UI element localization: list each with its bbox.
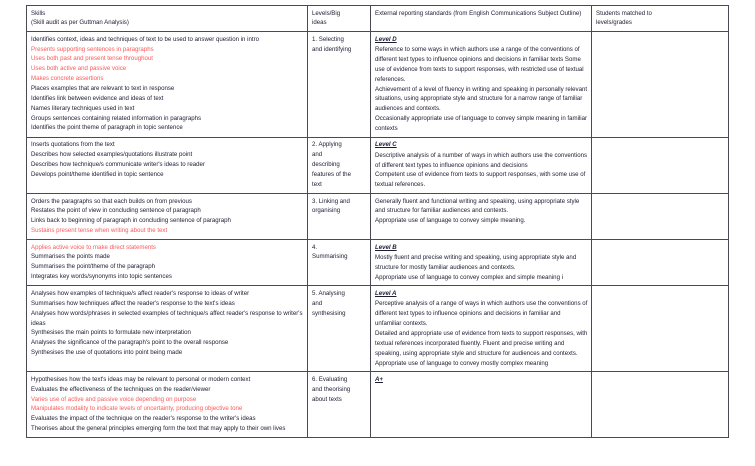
skills-cell <box>27 137 308 193</box>
skill-entry: Places examples that are relevant to text in response <box>31 85 175 93</box>
standard-paragraph: Achievement of a level of fluency in writing and speaking in personally relevant situations, using appropriate style and structure for a narrow range of familiar audiences and contexts. <box>375 85 588 113</box>
students-cell[interactable] <box>592 240 729 286</box>
skills-cell <box>27 286 308 372</box>
standard-paragraph: Detailed and appropriate use of evidence from texts to support responses, with textual references incorporated fluently. Fluent and precise writing and speaking, using appropriate style and structure for audiences and contexts. <box>375 329 588 357</box>
skill-entry: Names literary techniques used in text <box>31 104 135 112</box>
standard-paragraph: Perceptive analysis of a range of ways in which authors use the conventions of different text types to influence opinions and decisions in familiar and unfamiliar contexts. <box>375 300 588 328</box>
skills-cell <box>27 372 308 438</box>
level-cell <box>308 286 371 372</box>
standard-paragraph: Generally fluent and functional writing and speaking, using appropriate style and structure for familiar audiences and contexts. <box>375 197 580 215</box>
skill-entry: Theorises about the general principles emerging form the text that may apply to their own lives <box>31 425 286 433</box>
skill-entry: Analyses the significance of the paragraph's point to the overall response <box>31 339 229 347</box>
standards-cell <box>371 240 592 286</box>
students-cell[interactable] <box>592 286 729 372</box>
header-students-line2: levels/grades <box>596 19 632 27</box>
level-line: 6. Evaluating <box>312 375 348 383</box>
skill-entry: Integrates key words/synonyms into topic sentences <box>31 273 172 281</box>
skills-audit-table <box>26 5 729 438</box>
level-line: about texts <box>312 395 342 403</box>
skill-entry: Sustains present tense when writing about the text <box>31 227 168 235</box>
standards-cell <box>371 286 592 372</box>
standard-level-title: Level D <box>375 35 397 43</box>
standard-paragraph: Mostly fluent and precise writing and speaking, using appropriate style and structure for mostly familiar audiences and contexts. <box>375 253 577 271</box>
level-line: 3. Linking and <box>312 197 350 205</box>
skill-entry: Hypothesises how the text's ideas may be relevant to personal or modern context <box>31 375 251 383</box>
skill-entry: Presents supporting sentences in paragraphs <box>31 45 154 53</box>
level-line: and identifying <box>312 45 352 53</box>
header-skills-main: Skills <box>31 9 46 17</box>
skill-entry: Uses both past and present tense throughout <box>31 55 153 63</box>
skill-entry: Restates the point of view in concluding sentence of paragraph <box>31 207 201 215</box>
skill-entry: Uses both active and passive voice <box>31 65 127 73</box>
skill-entry: Synthesises the main points to formulate new interpretation <box>31 329 191 337</box>
table-row <box>27 32 729 138</box>
header-skills-sub: (Skill audit as per Guttman Analysis) <box>31 19 129 27</box>
level-line: 1. Selecting <box>312 35 344 43</box>
level-line: describing <box>312 161 340 169</box>
skill-entry: Summarises how techniques affect the reader's response to the text's ideas <box>31 299 235 307</box>
standard-paragraph: Appropriate use of language to convey simple meaning. <box>375 217 526 225</box>
header-levels-line2: ideas <box>312 19 327 27</box>
skills-cell <box>27 194 308 240</box>
table-row <box>27 286 729 372</box>
table-body <box>27 32 729 438</box>
students-cell[interactable] <box>592 137 729 193</box>
table-row <box>27 372 729 438</box>
level-line: and theorising <box>312 385 351 393</box>
standards-cell <box>371 194 592 240</box>
skill-entry: Synthesises the use of quotations into point being made <box>31 349 183 357</box>
standard-paragraph: Appropriate use of language to convey complex and simple meaning i <box>375 273 564 281</box>
skill-entry: Analyses how words/phrases in selected examples of technique/s affect reader's response to writer's ideas <box>31 309 303 327</box>
table-row <box>27 137 729 193</box>
level-cell <box>308 32 371 138</box>
standard-paragraph: Occasionally appropriate use of language to convey simple meaning in familiar contexts <box>375 115 588 132</box>
skill-entry: Orders the paragraphs so that each builds on from previous <box>31 197 192 205</box>
skill-entry: Identifies context, ideas and techniques of text to be used to answer question in intro <box>31 35 259 43</box>
level-line: 4. <box>312 243 318 251</box>
students-cell[interactable] <box>592 194 729 240</box>
skills-cell <box>27 240 308 286</box>
students-cell[interactable] <box>592 32 729 138</box>
level-line: organising <box>312 207 341 215</box>
header-levels <box>308 6 371 32</box>
skill-entry: Links back to beginning of paragraph in concluding sentence of paragraph <box>31 217 231 225</box>
standard-level-title: Level C <box>375 141 397 149</box>
skill-entry: Summarises the point/theme of the paragraph <box>31 263 155 271</box>
skill-entry: Identifies the point theme of paragraph in topic sentence <box>31 124 183 132</box>
header-standards-label: External reporting standards (from English Communications Subject Outline) <box>375 9 582 17</box>
skill-entry: Describes how technique/s communicate writer's ideas to reader <box>31 161 205 169</box>
skill-entry: Manipulates modality to indicate levels of uncertainty, producing objective tone <box>31 405 243 413</box>
standard-level-title: A+ <box>375 375 383 383</box>
table-header-row <box>27 6 729 32</box>
table-row <box>27 194 729 240</box>
standards-cell <box>371 32 592 138</box>
standards-cell <box>371 137 592 193</box>
level-line: Summarising <box>312 253 348 261</box>
level-line: features of the <box>312 170 351 178</box>
skill-entry: Evaluates the impact of the technique on the reader's response to the writer's ideas <box>31 415 256 423</box>
header-standards <box>371 6 592 32</box>
standard-paragraph: Appropriate use of language to convey mostly complex meaning <box>375 359 549 367</box>
level-line: and <box>312 299 323 307</box>
standard-paragraph: Descriptive analysis of a number of ways in which authors use the conventions of different text types to influence opinions and decisions <box>375 151 588 169</box>
header-students-line1: Students matched to <box>596 9 652 17</box>
header-students <box>592 6 729 32</box>
skill-entry: Describes how selected examples/quotations illustrate point <box>31 151 193 159</box>
level-line: 5. Analysing <box>312 289 345 297</box>
level-cell <box>308 194 371 240</box>
level-line: 2. Applying <box>312 141 342 149</box>
level-cell <box>308 240 371 286</box>
skill-entry: Develops point/theme identified in topic sentence <box>31 170 164 178</box>
header-skills <box>27 6 308 32</box>
students-cell[interactable] <box>592 372 729 438</box>
skill-entry: Inserts quotations from the text <box>31 141 115 149</box>
skill-entry: Makes concrete assertions <box>31 75 104 83</box>
standards-cell <box>371 372 592 438</box>
skill-entry: Summarises the points made <box>31 253 110 261</box>
level-line: and <box>312 151 323 159</box>
standard-paragraph: Reference to some ways in which authors use a range of the conventions of different text types to influence opinions and decisions in familiar texts Some use of evidence from texts to support responses, with restricted use of textual references. <box>375 46 584 83</box>
table-row <box>27 240 729 286</box>
skill-entry: Groups sentences containing related information in paragraphs <box>31 114 202 122</box>
standard-level-title: Level B <box>375 243 397 251</box>
standard-level-title: Level A <box>375 289 397 297</box>
level-cell <box>308 372 371 438</box>
level-line: synthesising <box>312 309 346 317</box>
standard-paragraph: Competent use of evidence from texts to support responses, with some use of textual references. <box>375 171 586 189</box>
level-line: text <box>312 180 322 188</box>
header-levels-line1: Levels/Big <box>312 9 341 17</box>
level-cell <box>308 137 371 193</box>
skill-entry: Identifies link between evidence and ideas of text <box>31 94 164 102</box>
skill-entry: Applies active voice to make direct statements <box>31 243 156 251</box>
skills-cell <box>27 32 308 138</box>
skill-entry: Varies use of active and passive voice depending on purpose <box>31 395 197 403</box>
skill-entry: Evaluates the effectiveness of the techniques on the reader/viewer <box>31 385 211 393</box>
skill-entry: Analyses how examples of technique/s affect reader's response to ideas of writer <box>31 289 250 297</box>
